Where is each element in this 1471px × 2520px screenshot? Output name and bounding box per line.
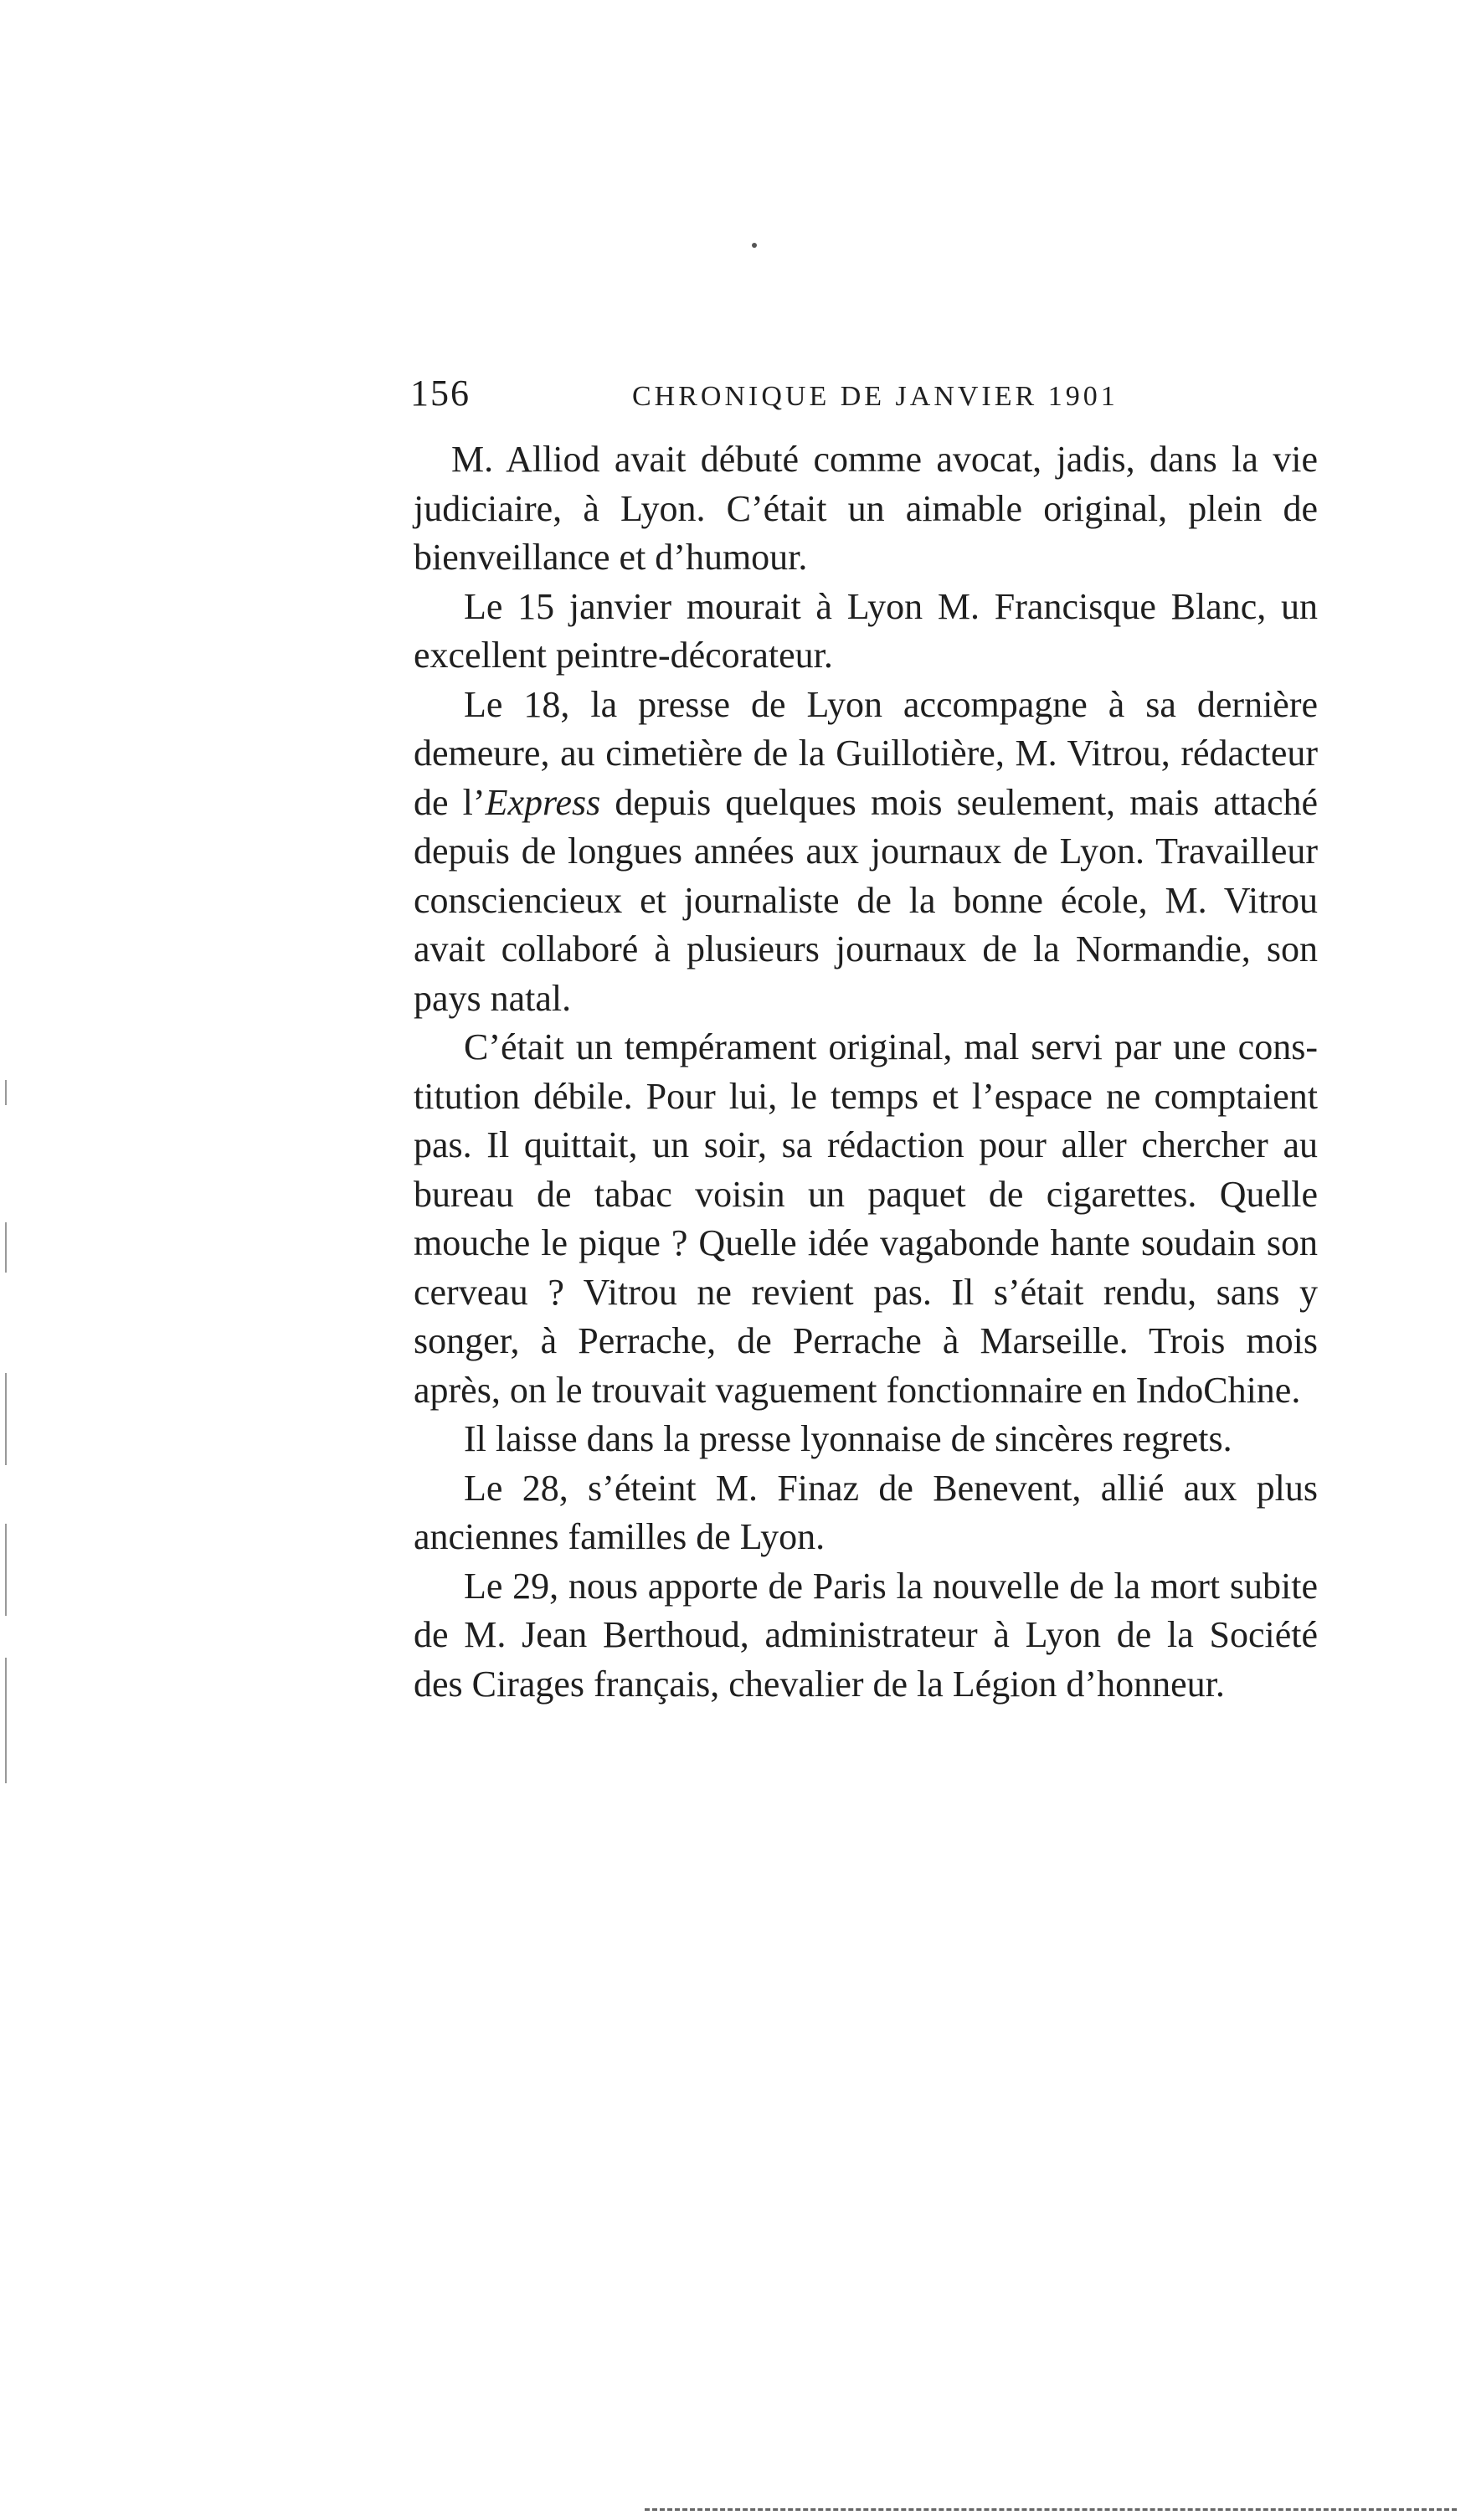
running-title: CHRONIQUE DE JANVIER 1901 [632, 381, 1119, 412]
paragraph: Le 28, s’éteint M. Finaz de Benevent, allié aux plus anciennes familles de Lyon. [414, 1467, 1318, 1557]
paragraph: Il laisse dans la presse lyonnaise de sincères regrets. [464, 1418, 1232, 1459]
margin-scan-line [5, 1080, 7, 1105]
margin-scan-line [5, 1658, 7, 1783]
margin-scan-line [5, 1373, 7, 1465]
newspaper-title: Express [485, 781, 601, 823]
paragraph-text: depuis quelques mois seulement, mais attaché depuis de longues années aux journaux de Lyon. Travailleur consciencieux et journaliste de la bonne école, M. Vitrou avait collaboré à plusieurs journaux de la Normandie, son pays natal. [414, 781, 1318, 1019]
paragraph: C’était un tempérament original, mal servi par une constitution débile. Pour lui, le temps et l’espace ne comptaient pas. Il quittait, un soir, sa rédaction pour aller chercher au bureau de tabac voisin un paquet de cigarettes. Quelle mouche le pique ? Quelle idée vagabonde hante soudain son cerveau ? Vitrou ne revient pas. Il s’était rendu, sans y songer, à Perrache, de Perrache à Marseille. Trois mois après, on le trouvait vaguement fonctionnaire en IndoChine. [414, 1026, 1318, 1411]
paragraph: M. Alliod avait débuté comme avocat, jadis, dans la vie judiciaire, à Lyon. C’était un aimable original, plein de bienveillance et d’humour. [414, 439, 1318, 578]
paragraph-text: Le 18, la presse de Lyon accompagne à sa dernière demeure, au cimetière de la Guillotière, M. Vitrou, rédacteur de l’ [414, 683, 1318, 823]
scan-speck [752, 243, 757, 248]
page-header [410, 368, 1119, 419]
scan-bottom-edge [645, 2508, 1457, 2511]
margin-scan-line [5, 1222, 7, 1273]
body-text [414, 435, 1318, 1709]
paragraph: Le 15 janvier mourait à Lyon M. Francisque Blanc, un excellent peintre-décorateur. [414, 585, 1318, 676]
page-number: 156 [410, 373, 471, 414]
paragraph [414, 681, 1318, 1024]
margin-scan-line [5, 1524, 7, 1616]
paragraph: Le 29, nous apporte de Paris la nouvelle de la mort subite de M. Jean Berthoud, administrateur à Lyon de la Société des Cirages français, chevalier de la Légion d’honneur. [414, 1565, 1318, 1705]
